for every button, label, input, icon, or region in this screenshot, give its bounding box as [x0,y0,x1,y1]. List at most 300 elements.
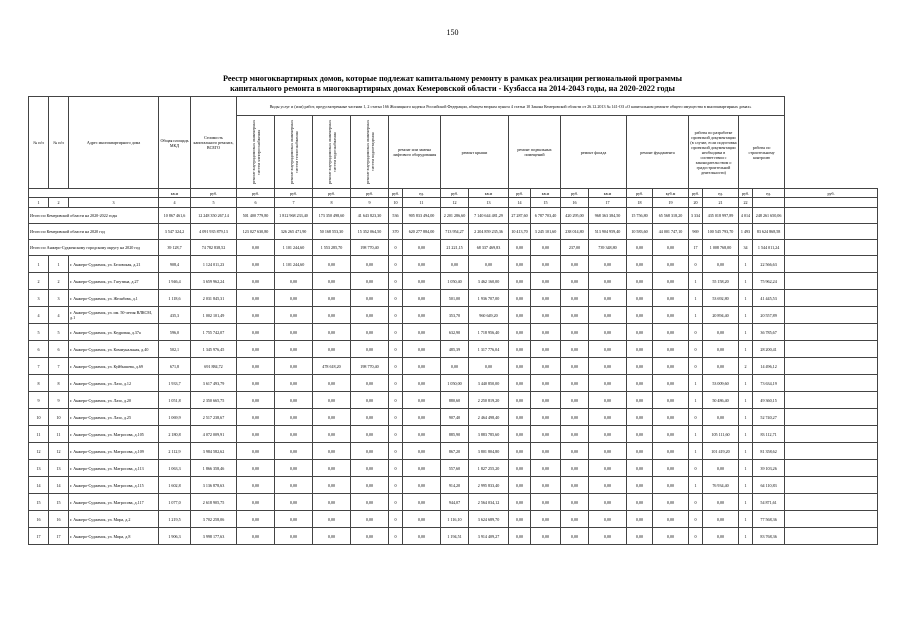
row-cell: 502,1 [159,341,191,358]
row-cell: 0,00 [561,477,589,494]
table-row [29,392,878,409]
row-cell: 3 998 177,63 [191,528,237,545]
row-cell: 0,00 [403,392,441,409]
row-cell: 0,00 [351,290,389,307]
row-address: г. Анжеро-Судженск, ул. Коммунальная, д.40 [69,341,159,358]
row-cell: 0,00 [703,324,739,341]
row-cell: 0,00 [403,375,441,392]
row-cell: 0,00 [237,290,275,307]
row-cell: 1 [739,426,753,443]
row-cell: 0 [389,511,403,528]
column-number: 7 [275,198,313,208]
row-cell: 0,00 [561,324,589,341]
total-cell: 4 091 935 879,13 [191,224,237,240]
row-cell: 0,00 [351,341,389,358]
row-cell: 73 634,19 [753,375,785,392]
row-cell: 0,00 [561,256,589,273]
header-foundation: ремонт фундамента [627,116,689,189]
row-cell: 0,00 [653,409,689,426]
row-cell: 0,00 [589,477,627,494]
total-cell: 21 221,15 [441,240,469,256]
row-cell: 41 445,53 [753,290,785,307]
total-cell: 68 337 469,83 [469,240,509,256]
total-cell: 0 [389,240,403,256]
row-cell-empty [785,528,878,545]
row-cell: 0,00 [509,494,531,511]
row-cell: 0,00 [313,256,351,273]
row-cell: 0 [389,460,403,477]
row-cell: 0,00 [469,358,509,375]
row-cell: 0,00 [509,426,531,443]
row-cell: 0,00 [351,409,389,426]
row-cell: 0,00 [237,273,275,290]
row-cell: 0,00 [589,511,627,528]
row-cell: 0,00 [561,409,589,426]
table-row [29,426,878,443]
row-cell: 0,00 [275,307,313,324]
table-row [29,460,878,477]
row-cell: 0,00 [703,409,739,426]
row-cell: 2 250 819,20 [469,392,509,409]
row-cell: 39 103,26 [753,460,785,477]
row-cell: 0 [389,392,403,409]
row-cell: 28 200,41 [753,341,785,358]
row-cell: 0,00 [275,324,313,341]
row-cell: 1 [739,256,753,273]
row-cell-empty [785,256,878,273]
row-cell: 0 [689,341,703,358]
column-number: 4 [159,198,191,208]
row-cell: 1 946,4 [159,273,191,290]
row-cell: 0,00 [531,511,561,528]
row-number: 7 [29,358,49,375]
row-cell: 0,00 [509,409,531,426]
row-cell: 0,00 [313,511,351,528]
row-cell: 0,00 [561,494,589,511]
row-number-2: 8 [49,375,69,392]
row-cell: 0,00 [275,426,313,443]
table-row [29,443,878,460]
row-cell: 0,00 [531,375,561,392]
total-cell: 513 904 959,40 [589,224,627,240]
row-cell: 0,00 [313,460,351,477]
row-cell: 1 050,40 [441,273,469,290]
row-cell: 0,00 [237,341,275,358]
row-cell: 0,00 [351,273,389,290]
row-number-2: 7 [49,358,69,375]
row-cell: 0,00 [351,477,389,494]
row-address: г. Анжеро-Судженск, ул. Матросова, д.109 [69,443,159,460]
row-cell: 0,00 [627,426,653,443]
row-cell: 0,00 [313,477,351,494]
row-address: г. Анжеро-Судженск, ул. Лазо, д.12 [69,375,159,392]
total-cell: 1 101 244,60 [275,240,313,256]
table-row [29,528,878,545]
row-cell: 64 110,83 [753,477,785,494]
row-cell: 960 649,20 [469,307,509,324]
row-cell: 0,00 [703,528,739,545]
row-cell: 1 069,9 [159,409,191,426]
row-cell: 0,00 [531,460,561,477]
row-cell: 0,00 [531,392,561,409]
row-number: 12 [29,443,49,460]
row-cell: 50 486,40 [703,392,739,409]
row-cell: 22 566,63 [753,256,785,273]
total-cell: 41 643 823,30 [351,208,389,224]
row-number-2: 15 [49,494,69,511]
row-cell: 0,00 [469,256,509,273]
row-cell: 0,00 [589,290,627,307]
row-cell: 0,00 [275,511,313,528]
row-cell: 0,00 [627,307,653,324]
row-cell: 2 [739,358,753,375]
row-cell: 53 692,80 [703,290,739,307]
row-number: 4 [29,307,49,324]
row-cell: 435,3 [159,307,191,324]
row-cell: 0,00 [237,358,275,375]
total-cell: 15 756,80 [627,208,653,224]
row-cell: 0 [689,460,703,477]
unit-cell: руб. [191,189,237,198]
page-number: 150 [446,28,459,37]
row-cell: 0,00 [561,443,589,460]
row-cell: 2 112,9 [159,443,191,460]
row-cell: 2 517 238,67 [191,409,237,426]
column-number: 14 [509,198,531,208]
row-cell: 1 755 742,07 [191,324,237,341]
row-cell: 0,00 [237,409,275,426]
row-number: 1 [29,256,49,273]
row-cell: 3 984 582,62 [191,443,237,460]
row-cell-empty [785,511,878,528]
total-cell: 2 201 286,60 [441,208,469,224]
total-cell: 2 204 859 235,36 [469,224,509,240]
row-cell: 0,00 [275,443,313,460]
row-cell: 0,00 [275,460,313,477]
row-number-2: 11 [49,426,69,443]
row-cell: 0 [389,528,403,545]
row-cell: 0,00 [589,494,627,511]
row-cell: 0,00 [509,392,531,409]
row-cell: 0,00 [627,528,653,545]
row-cell: 2 180,8 [159,426,191,443]
row-address: г. Анжеро-Судженск, ул. Кедровая, д.37а [69,324,159,341]
row-number-2: 6 [49,341,69,358]
row-cell: 1 194,51 [441,528,469,545]
total-cell: 15 352 064,50 [351,224,389,240]
total-cell: 74 782 838,52 [191,240,237,256]
row-cell: 0,00 [703,358,739,375]
row-cell: 691 884,72 [191,358,237,375]
row-number: 8 [29,375,49,392]
column-number: 2 [49,198,69,208]
row-cell: 0,00 [561,392,589,409]
row-cell: 0,00 [627,256,653,273]
total-cell: 65 568 318,20 [653,208,689,224]
row-cell: 1 345 976,45 [191,341,237,358]
column-number: 3 [69,198,159,208]
row-cell: 1 906,3 [159,528,191,545]
row-cell: 0,00 [509,341,531,358]
total-cell: 3 245 101,60 [531,224,561,240]
row-cell: 101 419,20 [703,443,739,460]
row-number: 16 [29,511,49,528]
row-number-2: 12 [49,443,69,460]
row-cell: 0 [689,494,703,511]
table-row [29,307,878,324]
total-cell: 173 350 498,60 [313,208,351,224]
row-cell: 0,00 [561,460,589,477]
row-number: 13 [29,460,49,477]
header-heat: ремонт внутридомовых инженерных систем теплоснабжения [288,119,299,184]
row-cell: 1 [739,273,753,290]
row-cell: 0,00 [403,324,441,341]
row-cell: 0,00 [351,511,389,528]
units-spacer [29,189,159,198]
row-cell: 198 770,40 [351,358,389,375]
row-cell-empty [785,358,878,375]
row-cell: 0 [689,256,703,273]
row-cell: 0,00 [531,290,561,307]
row-cell: 0,00 [653,256,689,273]
row-cell: 0,00 [403,409,441,426]
row-cell: 1 [689,375,703,392]
row-cell: 0,00 [351,375,389,392]
unit-cell: ед. [753,189,785,198]
column-number: 18 [627,198,653,208]
row-cell: 83 768,36 [753,528,785,545]
total-cell: 0,00 [627,240,653,256]
row-cell: 0,00 [237,528,275,545]
table-row [29,324,878,341]
row-cell: 0 [389,256,403,273]
row-cell: 0,00 [589,375,627,392]
header-sewer: ремонт внутридомовых инженерных систем водоотведения [364,119,375,184]
row-address: г. Анжеро-Судженск, ул. Матросова, д.117 [69,494,159,511]
total-cell: 123 027 630,80 [237,224,275,240]
header-power: ремонт внутридомовых инженерных систем электроснабжения [250,119,261,184]
row-cell: 632,90 [441,324,469,341]
row-cell: 0,00 [313,494,351,511]
row-cell: 0,00 [441,256,469,273]
row-cell-empty [785,324,878,341]
row-cell: 0,00 [531,273,561,290]
row-cell: 0,00 [703,341,739,358]
total-cell: 501 400 779,80 [237,208,275,224]
row-number: 6 [29,341,49,358]
row-cell: 0,00 [653,290,689,307]
row-cell-empty [785,341,878,358]
unit-cell: руб. [441,189,469,198]
header-services: Виды услуг и (или) работ, предусмотренные частями 1, 2 статьи 166 Жилищного кодекса Российской Федерации, абзацем вторым пункта 4 статьи 10 Закона Кемеровской области от 26.12.2013 № 141-ОЗ «О капитальном ремонте общего имущества в многоквартирных домах» [237,97,785,116]
unit-cell: ед. [403,189,441,198]
row-cell-empty [785,307,878,324]
row-cell: 908,4 [159,256,191,273]
row-cell: 0,00 [589,392,627,409]
row-cell: 0,00 [653,358,689,375]
total-cell: 968 363 384,50 [589,208,627,224]
row-cell: 0,00 [589,409,627,426]
total-cell: 420 295,00 [561,208,589,224]
total-cell: 34 [739,240,753,256]
row-cell: 1 050,00 [441,375,469,392]
row-cell: 0,00 [561,290,589,307]
total-cell: 0,00 [509,240,531,256]
row-cell: 20 557,89 [753,307,785,324]
total-cell: 969 [689,224,703,240]
row-cell: 0,00 [237,426,275,443]
header-cost: Стоимость капитального ремонта, ВСЕГО [191,97,237,189]
total-row [29,240,878,256]
row-cell: 0,00 [313,409,351,426]
total-row [29,224,878,240]
unit-cell: ед. [703,189,739,198]
total-cell: 6 787 703,40 [531,208,561,224]
total-row [29,208,878,224]
row-address: г. Анжеро-Судженск, ул. Мира, д.2 [69,511,159,528]
row-cell: 0,00 [531,426,561,443]
row-cell: 0,00 [653,426,689,443]
row-cell: 0,00 [237,443,275,460]
row-cell: 1 933,7 [159,375,191,392]
total-cell: 326 265 471,90 [275,224,313,240]
row-cell: 0 [389,358,403,375]
row-address: г. Анжеро-Судженск, ул. Беловская, д.21 [69,256,159,273]
row-cell: 0,00 [627,392,653,409]
total-cell: 435 018 997,89 [703,208,739,224]
row-cell: 0,00 [627,375,653,392]
row-cell: 0,00 [403,341,441,358]
row-cell: 0,00 [703,494,739,511]
row-address: г. Анжеро-Судженск, ул. Матросова, д.113 [69,460,159,477]
table-row [29,273,878,290]
row-cell: 0,00 [561,358,589,375]
row-cell: 3 914 409,27 [469,528,509,545]
row-number-2: 1 [49,256,69,273]
total-cell: 905 833 494,00 [403,208,441,224]
row-cell: 0,00 [509,290,531,307]
title-line-1: Реестр многоквартирных домов, которые подлежат капитальному ремонту в рамках реализации региональной программы [222,74,683,83]
row-cell: 0,00 [589,443,627,460]
row-cell: 3 462 160,00 [469,273,509,290]
row-cell: 0,00 [509,307,531,324]
total-cell: 100 545 793,70 [703,224,739,240]
row-cell: 0,00 [509,528,531,545]
row-cell: 1 827 255,20 [469,460,509,477]
row-cell: 0,00 [313,273,351,290]
row-cell-empty [785,460,878,477]
row-cell: 0,00 [351,460,389,477]
row-cell: 0,00 [313,375,351,392]
column-number: 11 [403,198,441,208]
row-cell: 0,00 [351,392,389,409]
row-cell: 77 568,36 [753,511,785,528]
row-cell: 0,00 [627,324,653,341]
unit-cell: руб. [561,189,589,198]
title-line-2: капитального ремонта в многоквартирных домах Кемеровской области - Кузбасса на 2014-2043 годы, на 2020-2022 годы [230,84,675,93]
column-number: 20 [689,198,703,208]
row-cell: 3 136 878,63 [191,477,237,494]
row-cell: 75 962,24 [753,273,785,290]
total-cell: 0,00 [403,240,441,256]
header-lift: ремонт или замена лифтового оборудования [389,116,441,189]
row-address: г. Анжеро-Судженск, ул. им. 50-летия ВЛКСМ, д.1 [69,307,159,324]
row-cell: 0 [389,477,403,494]
row-cell: 0,00 [237,511,275,528]
row-cell: 3 659 962,24 [191,273,237,290]
header-design: работы по разработке проектной документации (в случае, если подготовка проектной документации необходима в соответствии с законодательством о градостроительной деятельности) [689,116,739,189]
row-cell: 1 [689,290,703,307]
unit-cell: куб.м [653,189,689,198]
total-cell: 83 624 868,58 [753,224,785,240]
total-cell: 0,00 [531,240,561,256]
row-cell: 0,00 [627,494,653,511]
row-cell: 1 [739,392,753,409]
row-cell: 0,00 [313,307,351,324]
row-cell: 0,00 [237,392,275,409]
row-cell: 0,00 [403,528,441,545]
row-cell: 0,00 [313,426,351,443]
row-cell: 0,00 [237,256,275,273]
unit-cell: руб. [785,189,878,198]
row-cell: 0,00 [403,256,441,273]
row-cell: 1 [739,494,753,511]
row-cell: 0,00 [561,528,589,545]
total-cell: 50 168 553,30 [313,224,351,240]
column-numbers-row [29,198,878,208]
row-number-2: 2 [49,273,69,290]
row-cell: 501,00 [441,290,469,307]
row-cell: 867,20 [441,443,469,460]
row-address: г. Анжеро-Судженск, ул. Гагутина, д.27 [69,273,159,290]
row-cell: 0,00 [589,460,627,477]
row-cell: 0,00 [531,443,561,460]
row-cell: 0 [689,511,703,528]
row-cell: 0,00 [403,273,441,290]
row-cell: 0,00 [275,494,313,511]
row-cell: 0,00 [653,477,689,494]
table-row [29,358,878,375]
row-cell: 944,07 [441,494,469,511]
column-number-empty [785,198,878,208]
total-cell: 1 008 768,00 [703,240,739,256]
header-control: работы по строительному контролю [739,116,785,189]
row-cell: 0,00 [403,307,441,324]
column-number: 16 [561,198,589,208]
row-cell: 76 934,40 [703,477,739,494]
total-cell: 4 014 [739,208,753,224]
row-cell: 0,00 [627,358,653,375]
unit-cell: руб. [351,189,389,198]
unit-cell: кв.м [159,189,191,198]
header-no-2: № п/п [49,97,69,189]
row-cell: 1 [739,324,753,341]
row-cell: 0,00 [313,341,351,358]
row-number: 17 [29,528,49,545]
row-cell: 2 564 034,12 [469,494,509,511]
total-cell: 739 348,80 [589,240,627,256]
row-cell: 1 116,10 [441,511,469,528]
column-number: 1 [29,198,49,208]
row-cell: 2 618 905,75 [191,494,237,511]
row-cell: 0,00 [403,443,441,460]
row-cell: 0,00 [561,375,589,392]
row-cell: 0,00 [441,358,469,375]
row-cell: 1 [739,443,753,460]
row-cell: 2 350 665,75 [191,392,237,409]
row-cell: 55 158,20 [703,273,739,290]
row-cell: 0,00 [589,341,627,358]
